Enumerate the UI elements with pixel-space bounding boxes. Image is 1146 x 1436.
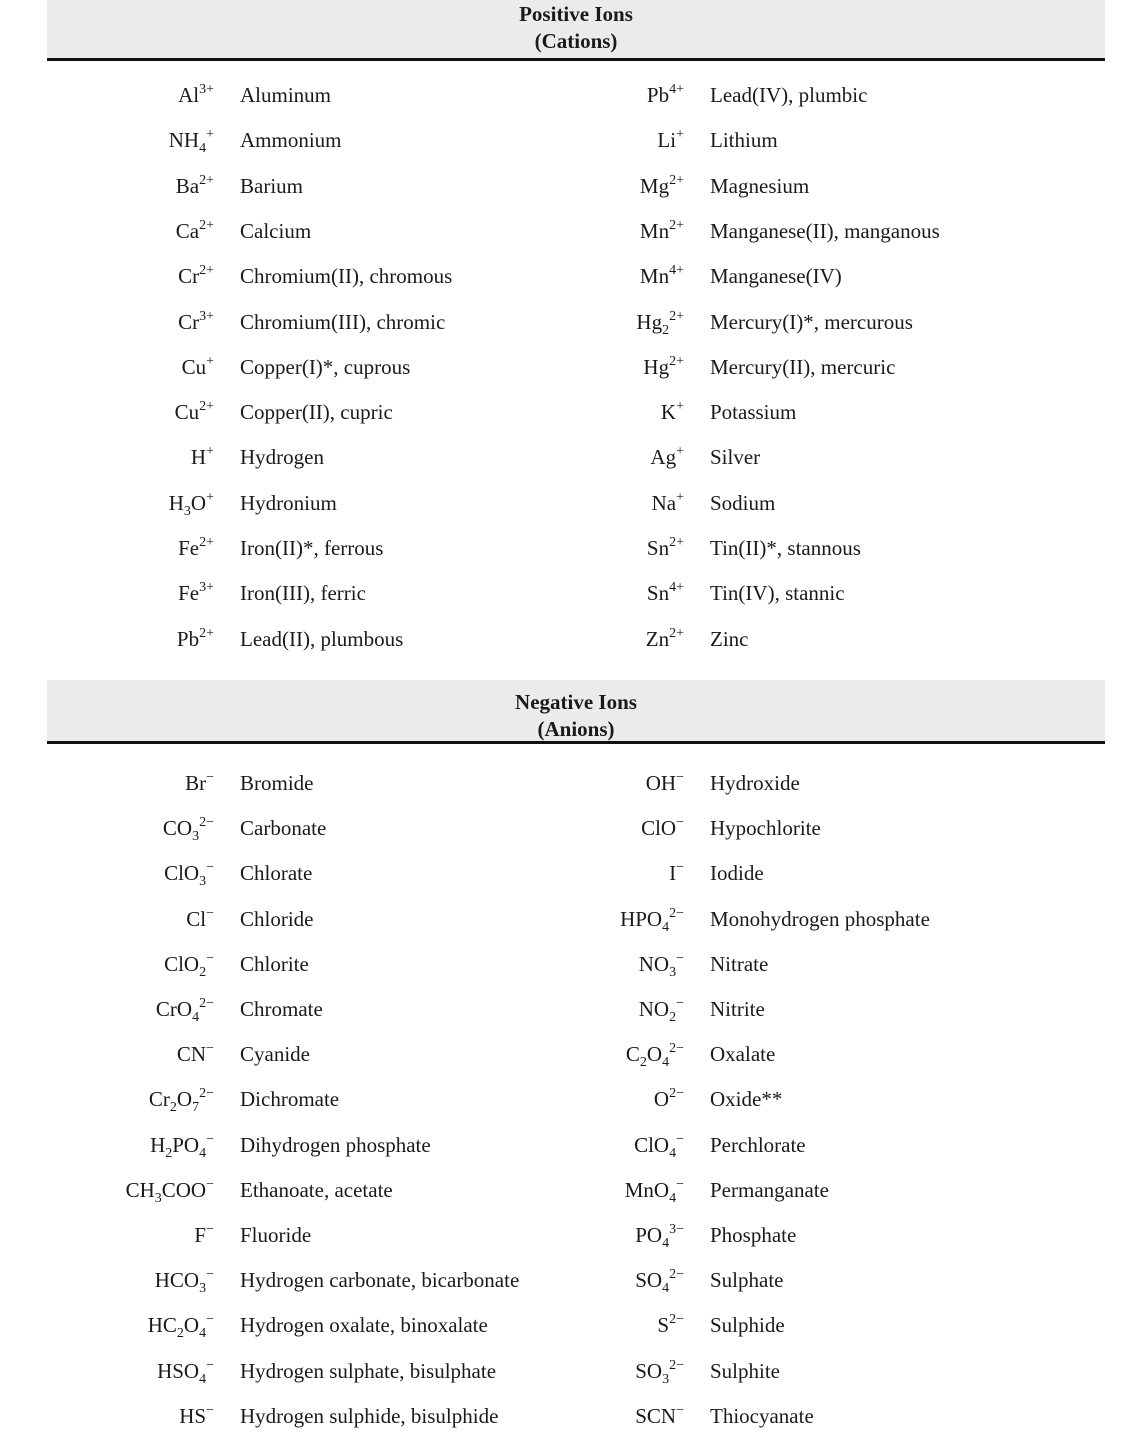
ion-formula [484,1260,684,1300]
ion-name: Manganese(II), manganous [710,218,940,243]
ion-name: Tin(IV), stannic [710,581,845,606]
formula-base: Ba [175,173,200,198]
formula-charge: 2+ [669,308,684,324]
ion-formula [14,1215,214,1255]
ion-formula [484,853,684,893]
formula-charge: − [206,770,214,785]
formula-base: Pb [646,83,670,107]
ion-formula [14,619,214,659]
formula-charge: − [676,1131,684,1147]
ion-name: Monohydrogen phosphate [710,906,930,931]
ion-name: Mercury(II), mercuric [710,354,896,379]
ion-formula [14,944,214,984]
formula-charge: − [206,1357,214,1373]
formula-charge: + [206,353,214,369]
formula-charge: 2− [199,996,214,1011]
formula-charge: + [676,399,684,415]
ion-formula [484,437,684,477]
ion-name: Lead(II), plumbous [240,626,404,651]
formula-sub: 2 [662,322,670,338]
formula-sub: 2 [176,1326,184,1342]
formula-charge: − [206,1041,214,1057]
formula-base: OH [645,771,677,795]
ion-row [470,166,1030,206]
ion-row [470,1170,1030,1210]
ion-name: Hydrogen sulphate, bisulphate [240,1358,497,1383]
ion-name: Chromium(II), chromous [240,264,453,289]
formula-base: Ca [175,218,200,243]
ion-row [470,1260,1030,1300]
formula-base: HCO [154,1268,200,1293]
formula-charge: − [676,1402,684,1418]
formula-base: CH [125,1177,155,1202]
ion-name: Carbonate [240,816,327,841]
ion-row [470,211,1030,251]
ion-row [470,808,1030,848]
formula-sub2: 4 [662,1055,670,1071]
ion-formula [14,1034,214,1074]
formula-base: Pb [176,626,200,651]
ion-formula [484,573,684,613]
formula-base: Mn [639,264,670,289]
formula-sub: 3 [154,1190,162,1206]
ion-name: Calcium [240,218,312,243]
ion-formula [14,1079,214,1119]
formula-base: Zn [645,626,670,651]
ion-formula [484,120,684,160]
formula-base: C [625,1042,640,1067]
formula-charge: − [676,770,684,785]
formula-charge: − [206,950,214,966]
formula-base: ClO [641,816,677,841]
formula-base: HC [147,1313,177,1338]
ion-name: Perchlorate [710,1132,806,1157]
ion-name: Ammonium [240,128,342,153]
formula-charge: 2+ [199,625,214,641]
formula-charge: 2− [199,1086,214,1102]
ion-name: Nitrite [710,997,765,1021]
formula-base: Li [657,128,677,153]
ion-name: Chlorate [240,861,313,886]
formula-base: H [168,490,184,515]
ion-name: Silver [710,445,761,470]
ion-name: Ethanoate, acetate [240,1177,393,1202]
formula-sub2: 4 [199,1326,207,1342]
formula-charge: 2+ [199,399,214,415]
formula-tail: PO [172,1132,200,1157]
ion-name: Barium [240,173,303,198]
ion-row [470,483,1030,523]
ion-name: Copper(II), cupric [240,400,393,425]
formula-sub2: 7 [192,1100,200,1116]
ion-formula [14,528,214,568]
formula-base: Al [178,83,200,107]
formula-charge: − [676,950,684,966]
ion-name: Manganese(IV) [710,264,842,289]
formula-base: HS [179,1403,207,1428]
formula-sub: 4 [669,1145,677,1161]
formula-base: HPO [620,906,663,931]
ion-name: Iron(III), ferric [240,581,366,606]
ion-formula [14,853,214,893]
ion-row [470,1351,1030,1391]
formula-charge: 2+ [669,172,684,188]
ion-formula [14,763,214,803]
ion-formula [14,347,214,387]
ion-formula [14,1125,214,1165]
formula-base: Sn [646,536,670,560]
ion-name: Sulphate [710,1268,784,1293]
ion-formula [484,75,684,115]
ion-row [470,75,1030,115]
ion-formula [484,528,684,568]
formula-charge: 2+ [669,217,684,233]
formula-sub: 3 [199,874,207,890]
formula-charge: 4+ [669,580,684,596]
ion-name: Fluoride [240,1223,312,1247]
formula-base: MnO [624,1177,670,1202]
formula-base: Fe [178,536,200,560]
ion-formula [14,1305,214,1345]
ion-formula [14,75,214,115]
ion-name: Hydroxide [710,771,800,795]
ion-formula [14,899,214,939]
ion-formula [484,1170,684,1210]
ion-name: Nitrate [710,951,769,976]
ion-name: Phosphate [710,1223,797,1247]
ion-name: Chloride [240,906,314,931]
ion-formula [14,1260,214,1300]
ion-row [470,573,1030,613]
formula-charge: + [676,444,684,460]
formula-charge: + [206,444,214,460]
formula-tail: O [190,490,207,515]
formula-base: SO [635,1268,663,1293]
formula-charge: + [676,489,684,505]
formula-charge: 2+ [199,535,214,550]
ion-formula [14,989,214,1029]
ion-name: Permanganate [710,1177,829,1202]
formula-base: NO [638,997,670,1021]
formula-base: CO [162,816,193,841]
formula-base: Sn [646,581,670,606]
ion-name: Mercury(I)*, mercurous [710,309,913,334]
formula-charge: 2+ [669,535,684,550]
formula-base: Ag [650,445,677,470]
ion-formula [14,1396,214,1436]
formula-charge: − [676,860,684,876]
ion-row [470,528,1030,568]
ion-formula [484,302,684,342]
ion-name: Thiocyanate [710,1403,814,1428]
ion-formula [484,1125,684,1165]
ion-formula [484,1351,684,1391]
ion-row [470,899,1030,939]
ion-name: Dihydrogen phosphate [240,1132,431,1157]
ion-row [470,392,1030,432]
formula-charge: − [206,905,214,921]
formula-sub: 2 [169,1100,177,1116]
ion-formula [14,166,214,206]
formula-charge: 2− [199,815,214,831]
formula-sub: 3 [669,964,677,980]
ion-formula [484,763,684,803]
formula-charge: 2+ [669,353,684,369]
ion-formula [484,944,684,984]
formula-base: Cr [148,1087,170,1112]
anions-subtitle: (Anions) [537,717,615,741]
ion-formula [484,619,684,659]
formula-charge: − [206,1402,214,1418]
formula-base: Cr [178,309,200,334]
ion-row [470,944,1030,984]
formula-base: HSO [157,1358,200,1383]
formula-charge: 2+ [199,263,214,279]
formula-charge: + [206,127,214,143]
ion-name: Chromium(III), chromic [240,309,446,334]
ion-row [470,1305,1030,1345]
formula-base: Hg [643,354,670,379]
ion-row [470,120,1030,160]
formula-charge: − [206,1131,214,1147]
ion-row [470,302,1030,342]
formula-charge: + [676,127,684,143]
formula-base: F [194,1223,207,1247]
formula-base: Br [185,771,207,795]
formula-tail: O [183,1313,200,1338]
formula-base: ClO [164,951,200,976]
formula-charge: − [206,860,214,876]
formula-charge: 4+ [669,82,684,97]
formula-base: Cr [178,264,200,289]
ion-formula [484,899,684,939]
ion-name: Iron(II)*, ferrous [240,536,384,560]
formula-charge: − [206,1267,214,1283]
formula-charge: 2− [669,1312,684,1328]
ion-formula [484,1079,684,1119]
ion-name: Chromate [240,997,323,1021]
formula-charge: 2− [669,1041,684,1057]
formula-base: Fe [178,581,200,606]
formula-sub: 2 [165,1145,173,1161]
ion-row [470,437,1030,477]
ion-formula [14,483,214,523]
formula-sub: 3 [192,829,200,845]
formula-base: NO [638,951,670,976]
cations-header [47,0,1105,61]
ion-row [470,1079,1030,1119]
formula-base: K [660,400,677,425]
ion-formula [14,1351,214,1391]
formula-base: SO [635,1358,663,1383]
ion-formula [14,437,214,477]
ion-formula [14,302,214,342]
ion-row [470,1215,1030,1255]
formula-sub: 2 [639,1055,647,1071]
ion-name: Iodide [710,861,764,886]
formula-base: SCN [635,1403,677,1428]
formula-base: CN [176,1042,207,1067]
ion-formula [14,1170,214,1210]
formula-sub: 4 [199,1371,207,1387]
formula-base: CrO [155,997,193,1021]
ion-name: Sodium [710,490,776,515]
formula-charge: + [206,489,214,505]
formula-base: Mn [639,218,670,243]
formula-base: PO [635,1223,663,1247]
formula-base: Cu [181,354,207,379]
formula-charge: 2+ [199,217,214,233]
ion-name: Copper(I)*, cuprous [240,354,411,379]
formula-charge: − [206,1222,214,1237]
ion-formula [484,1215,684,1255]
formula-charge: − [676,996,684,1011]
formula-charge: 3+ [199,308,214,324]
ion-name: Chlorite [240,951,309,976]
cations-subtitle: (Cations) [534,29,618,53]
ion-name: Hypochlorite [710,816,821,841]
ion-formula [484,1305,684,1345]
formula-base: H [150,1132,166,1157]
ion-name: Sulphite [710,1358,781,1383]
formula-sub: 4 [669,1190,677,1206]
ion-formula [484,256,684,296]
formula-charge: 4+ [669,263,684,279]
ion-row [470,1125,1030,1165]
ion-row [470,853,1030,893]
ion-name: Zinc [710,626,749,651]
ion-name: Oxalate [710,1042,776,1067]
formula-charge: 2+ [669,625,684,641]
formula-charge: 2− [669,905,684,921]
ion-formula [484,989,684,1029]
formula-base: S [657,1313,670,1338]
ion-formula [14,808,214,848]
formula-charge: − [206,1312,214,1328]
ion-row [470,347,1030,387]
ion-name: Magnesium [710,173,810,198]
anions-title: Negative Ions [515,690,637,714]
formula-sub: 2 [669,1010,677,1025]
ion-name: Dichromate [240,1087,340,1112]
formula-charge: − [206,1176,214,1192]
formula-sub: 3 [199,1281,207,1297]
formula-base: Cl [186,906,207,931]
ion-name: Oxide** [710,1087,783,1112]
ion-name: Lead(IV), plumbic [710,83,868,107]
formula-base: NH [168,128,200,153]
ion-row [470,989,1030,1029]
ion-name: Hydrogen oxalate, binoxalate [240,1313,488,1338]
ion-row [470,1034,1030,1074]
formula-base: ClO [164,861,200,886]
ion-row [470,256,1030,296]
ion-formula [484,392,684,432]
formula-sub: 4 [662,919,670,935]
formula-charge: 3+ [199,82,214,97]
formula-charge: − [676,815,684,831]
ion-formula [484,347,684,387]
ion-row [470,763,1030,803]
ion-name: Hydronium [240,490,337,515]
formula-charge: − [676,1176,684,1192]
ion-name: Cyanide [240,1042,310,1067]
ion-row [470,619,1030,659]
formula-sub: 4 [192,1010,200,1025]
ion-name: Lithium [710,128,778,153]
formula-sub: 3 [183,503,191,519]
ion-formula [484,1034,684,1074]
formula-charge: 2− [669,1267,684,1283]
ion-name: Tin(II)*, stannous [710,536,861,560]
ion-formula [14,256,214,296]
ion-name: Bromide [240,771,314,795]
ion-formula [484,166,684,206]
formula-charge: 3− [669,1222,684,1237]
ion-name: Potassium [710,400,797,425]
formula-base: ClO [634,1132,670,1157]
ion-formula [484,808,684,848]
formula-sub: 4 [199,141,207,157]
formula-sub: 2 [199,964,207,980]
ion-name: Hydrogen [240,445,324,470]
formula-tail: COO [161,1177,207,1202]
formula-sub2: 4 [199,1145,207,1161]
formula-sub: 4 [662,1236,670,1251]
formula-base: Cu [174,400,200,425]
formula-charge: 3+ [199,580,214,596]
cations-title: Positive Ions [519,2,633,26]
anions-header [47,680,1105,744]
ion-formula [14,211,214,251]
ion-name: Sulphide [710,1313,785,1338]
ion-row [470,1396,1030,1436]
ion-formula [14,573,214,613]
formula-sub: 4 [662,1281,670,1297]
formula-charge: 2− [669,1357,684,1373]
ion-formula [484,483,684,523]
formula-base: Hg [636,309,663,334]
ion-formula [484,1396,684,1436]
ion-name: Hydrogen sulphide, bisulphide [240,1403,499,1428]
formula-base: O [653,1087,670,1112]
formula-tail: O [646,1042,663,1067]
formula-base: H [190,445,207,470]
ion-name: Aluminum [240,83,332,107]
ion-name: Hydrogen carbonate, bicarbonate [240,1268,520,1293]
formula-base: Mg [639,173,670,198]
formula-tail: O [176,1087,193,1112]
ion-formula [484,211,684,251]
formula-base: Na [651,490,677,515]
formula-sub: 3 [662,1371,670,1387]
formula-charge: 2+ [199,172,214,188]
formula-base: I [669,861,677,886]
ion-formula [14,392,214,432]
ion-formula [14,120,214,160]
formula-charge: 2− [669,1086,684,1102]
